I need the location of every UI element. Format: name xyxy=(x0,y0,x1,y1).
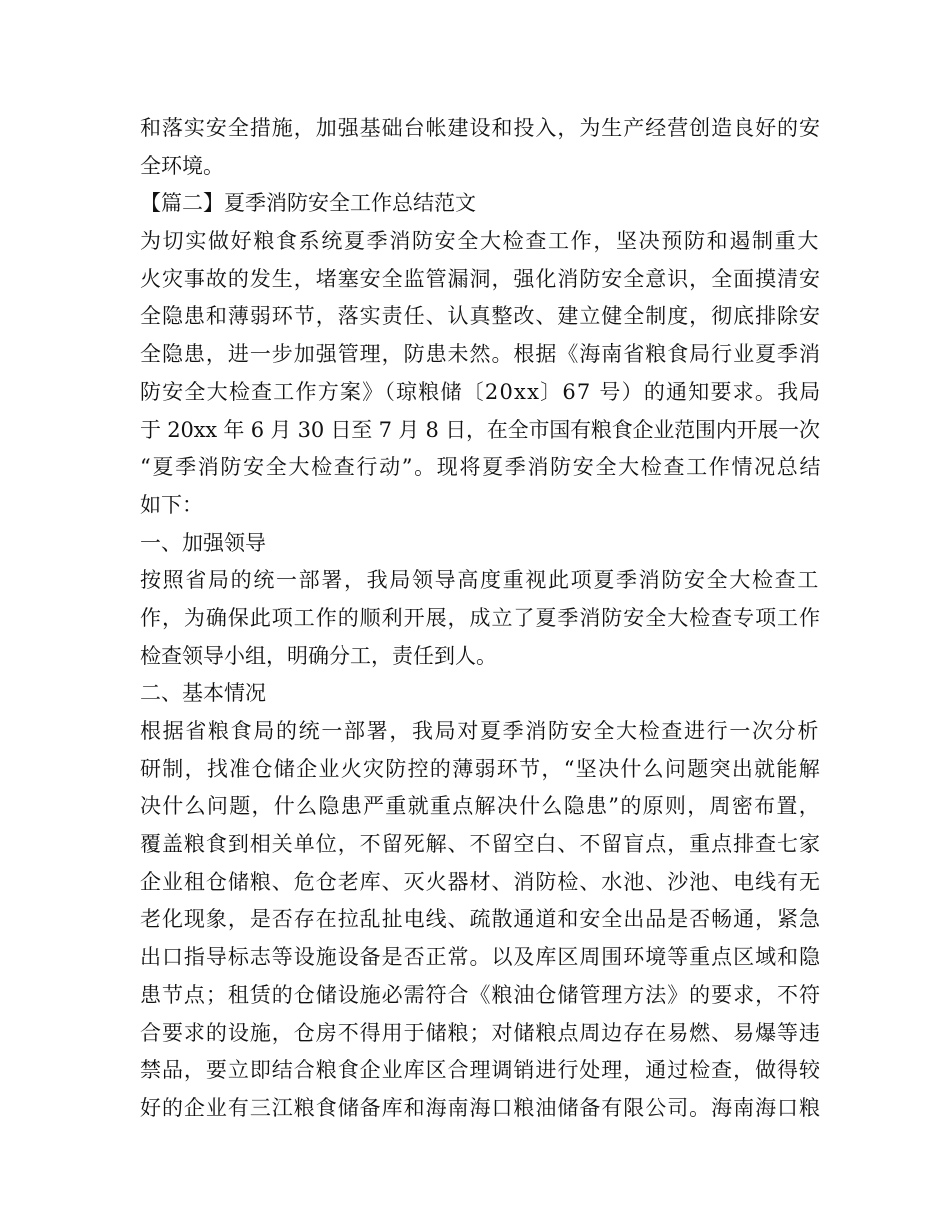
document-body xyxy=(140,110,823,1128)
text-line: 检查领导小组，明确分工，责任到人。 xyxy=(140,643,497,668)
text-line: 全隐患和薄弱环节，落实责任、认真整改、建立健全制度，彻底排除安 xyxy=(140,304,821,329)
text-line: 作，为确保此项工作的顺利开展，成立了夏季消防安全大检查专项工作 xyxy=(140,605,821,630)
text-line: 和落实安全措施，加强基础台帐建设和投入，为生产经营创造良好的安 xyxy=(140,116,821,140)
text-line: 研制，找准仓储企业火灾防控的薄弱环节，“坚决什么问题突出就能解 xyxy=(140,756,822,781)
text-line: 患节点；租赁的仓储设施必需符合《粮油仓储管理方法》的要求，不符 xyxy=(140,982,821,1007)
text-line: 如下： xyxy=(140,492,203,517)
text-line: 火灾事故的发生，堵塞安全监管漏洞，强化消防安全意识，全面摸清安 xyxy=(140,266,821,291)
text-line: 于 20xx 年 6 月 30 日至 7 月 8 日，在全市国有粮食企业范围内开展一次 xyxy=(140,417,820,442)
text-line: 决什么问题，什么隐患严重就重点解决什么隐患”的原则，周密布置， xyxy=(140,794,822,819)
text-line: 按照省局的统一部署，我局领导高度重视此项夏季消防安全大检查工 xyxy=(140,568,821,593)
text-line: 防安全大检查工作方案》（琼粮储〔20xx〕67 号）的通知要求。我局 xyxy=(140,379,822,404)
text-line: 【篇二】夏季消防安全工作总结范文 xyxy=(140,191,476,216)
text-line: 好的企业有三江粮食储备库和海南海口粮油储备有限公司。海南海口粮 xyxy=(140,1095,821,1120)
text-line: 出口指导标志等设施设备是否正常。以及库区周围环境等重点区域和隐 xyxy=(140,945,821,970)
text-line: 全环境。 xyxy=(140,153,224,178)
text-line: 企业租仓储粮、危仓老库、灭火器材、消防检、水池、沙池、电线有无 xyxy=(140,869,821,894)
text-line: 覆盖粮食到相关单位，不留死解、不留空白、不留盲点，重点排查七家 xyxy=(140,832,821,857)
text-line: 为切实做好粮食系统夏季消防安全大检查工作，坚决预防和遏制重大 xyxy=(140,229,821,254)
text-line: 禁品，要立即结合粮食企业库区合理调销进行处理，通过检查，做得较 xyxy=(140,1058,821,1083)
text-line: 老化现象，是否存在拉乱扯电线、疏散通道和安全出品是否畅通，紧急 xyxy=(140,907,821,932)
text-line: 一、加强领导 xyxy=(140,530,266,555)
text-line: 根据省粮食局的统一部署，我局对夏季消防安全大检查进行一次分析 xyxy=(140,719,821,743)
text-line: 二、基本情况 xyxy=(140,681,266,706)
text-line: 合要求的设施，仓房不得用于储粮；对储粮点周边存在易燃、易爆等违 xyxy=(140,1020,821,1045)
text-line: “夏季消防安全大检查行动”。现将夏季消防安全大检查工作情况总结 xyxy=(140,455,823,480)
text-line: 全隐患，进一步加强管理，防患未然。根据《海南省粮食局行业夏季消 xyxy=(140,342,821,367)
